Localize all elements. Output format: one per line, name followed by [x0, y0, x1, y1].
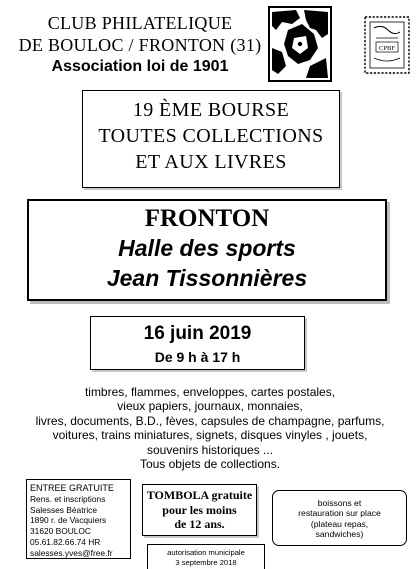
club-logo	[268, 6, 332, 82]
contact-address: 1890 r. de Vacquiers	[30, 515, 107, 526]
collections-list	[10, 385, 410, 471]
authorization-box	[147, 544, 265, 569]
collections-line: vieux papiers, journaux, monnaies,	[117, 399, 303, 414]
contact-name: Salesses Béatrice	[30, 504, 98, 515]
collections-line: livres, documents, B.D., fèves, capsules de champagne, parfums,	[35, 413, 385, 428]
food-drinks-line: boissons et	[317, 498, 362, 508]
stamp-icon	[362, 14, 412, 76]
club-header	[0, 12, 280, 78]
contact-phone: 05.61.82.66.74 HR	[30, 536, 101, 547]
food-drinks-line: restauration sur place	[298, 508, 381, 519]
tombola-box	[142, 484, 257, 536]
food-drinks-line: sandwiches)	[315, 528, 364, 539]
collections-line: souvenirs historiques ...	[146, 442, 274, 457]
stamp-label: CPBF	[379, 44, 395, 52]
event-title-line3: ET AUX LIVRES	[135, 151, 287, 173]
collections-line: voitures, trains miniatures, signets, disques vinyles , jouets,	[52, 428, 368, 443]
food-drinks-box	[272, 490, 407, 546]
contact-city: 31620 BOULOC	[30, 526, 91, 537]
event-hours: De 9 h à 17 h	[154, 349, 241, 365]
tombola-line2: pour les moins	[162, 502, 237, 517]
food-drinks-line: (plateau repas,	[310, 518, 369, 529]
region-map-icon	[270, 8, 330, 80]
event-title-line2: TOUTES COLLECTIONS	[98, 125, 324, 147]
entry-free-label: ENTREE GRATUITE	[30, 483, 114, 493]
contact-line: Rens. et inscriptions	[30, 493, 106, 504]
venue-city: FRONTON	[144, 205, 270, 232]
club-name-line1: CLUB PHILATELIQUE	[47, 13, 233, 33]
venue-place-line1: Halle des sports	[118, 235, 296, 261]
authorization-label: autorisation municipale	[167, 548, 245, 557]
venue-place-line2: Jean Tissonnières	[106, 265, 308, 291]
association-label: Association loi de 1901	[51, 58, 229, 75]
event-date: 16 juin 2019	[143, 323, 252, 344]
club-name-line2: DE BOULOC / FRONTON (31)	[18, 35, 262, 55]
contact-email: salesses.yves@free.fr	[30, 547, 113, 558]
collections-line: timbres, flammes, enveloppes, cartes postales,	[84, 385, 336, 399]
collections-line: Tous objets de collections.	[139, 457, 281, 472]
event-edition: 19 ÈME BOURSE	[132, 99, 290, 121]
tombola-line1: TOMBOLA gratuite	[146, 488, 253, 502]
venue-box	[27, 199, 387, 301]
date-box	[90, 316, 305, 370]
event-title-box	[82, 90, 340, 188]
stamp-logo	[362, 14, 412, 76]
authorization-date: 3 septembre 2018	[175, 557, 237, 567]
tombola-line3: de 12 ans.	[174, 517, 225, 531]
contact-box	[26, 479, 131, 559]
